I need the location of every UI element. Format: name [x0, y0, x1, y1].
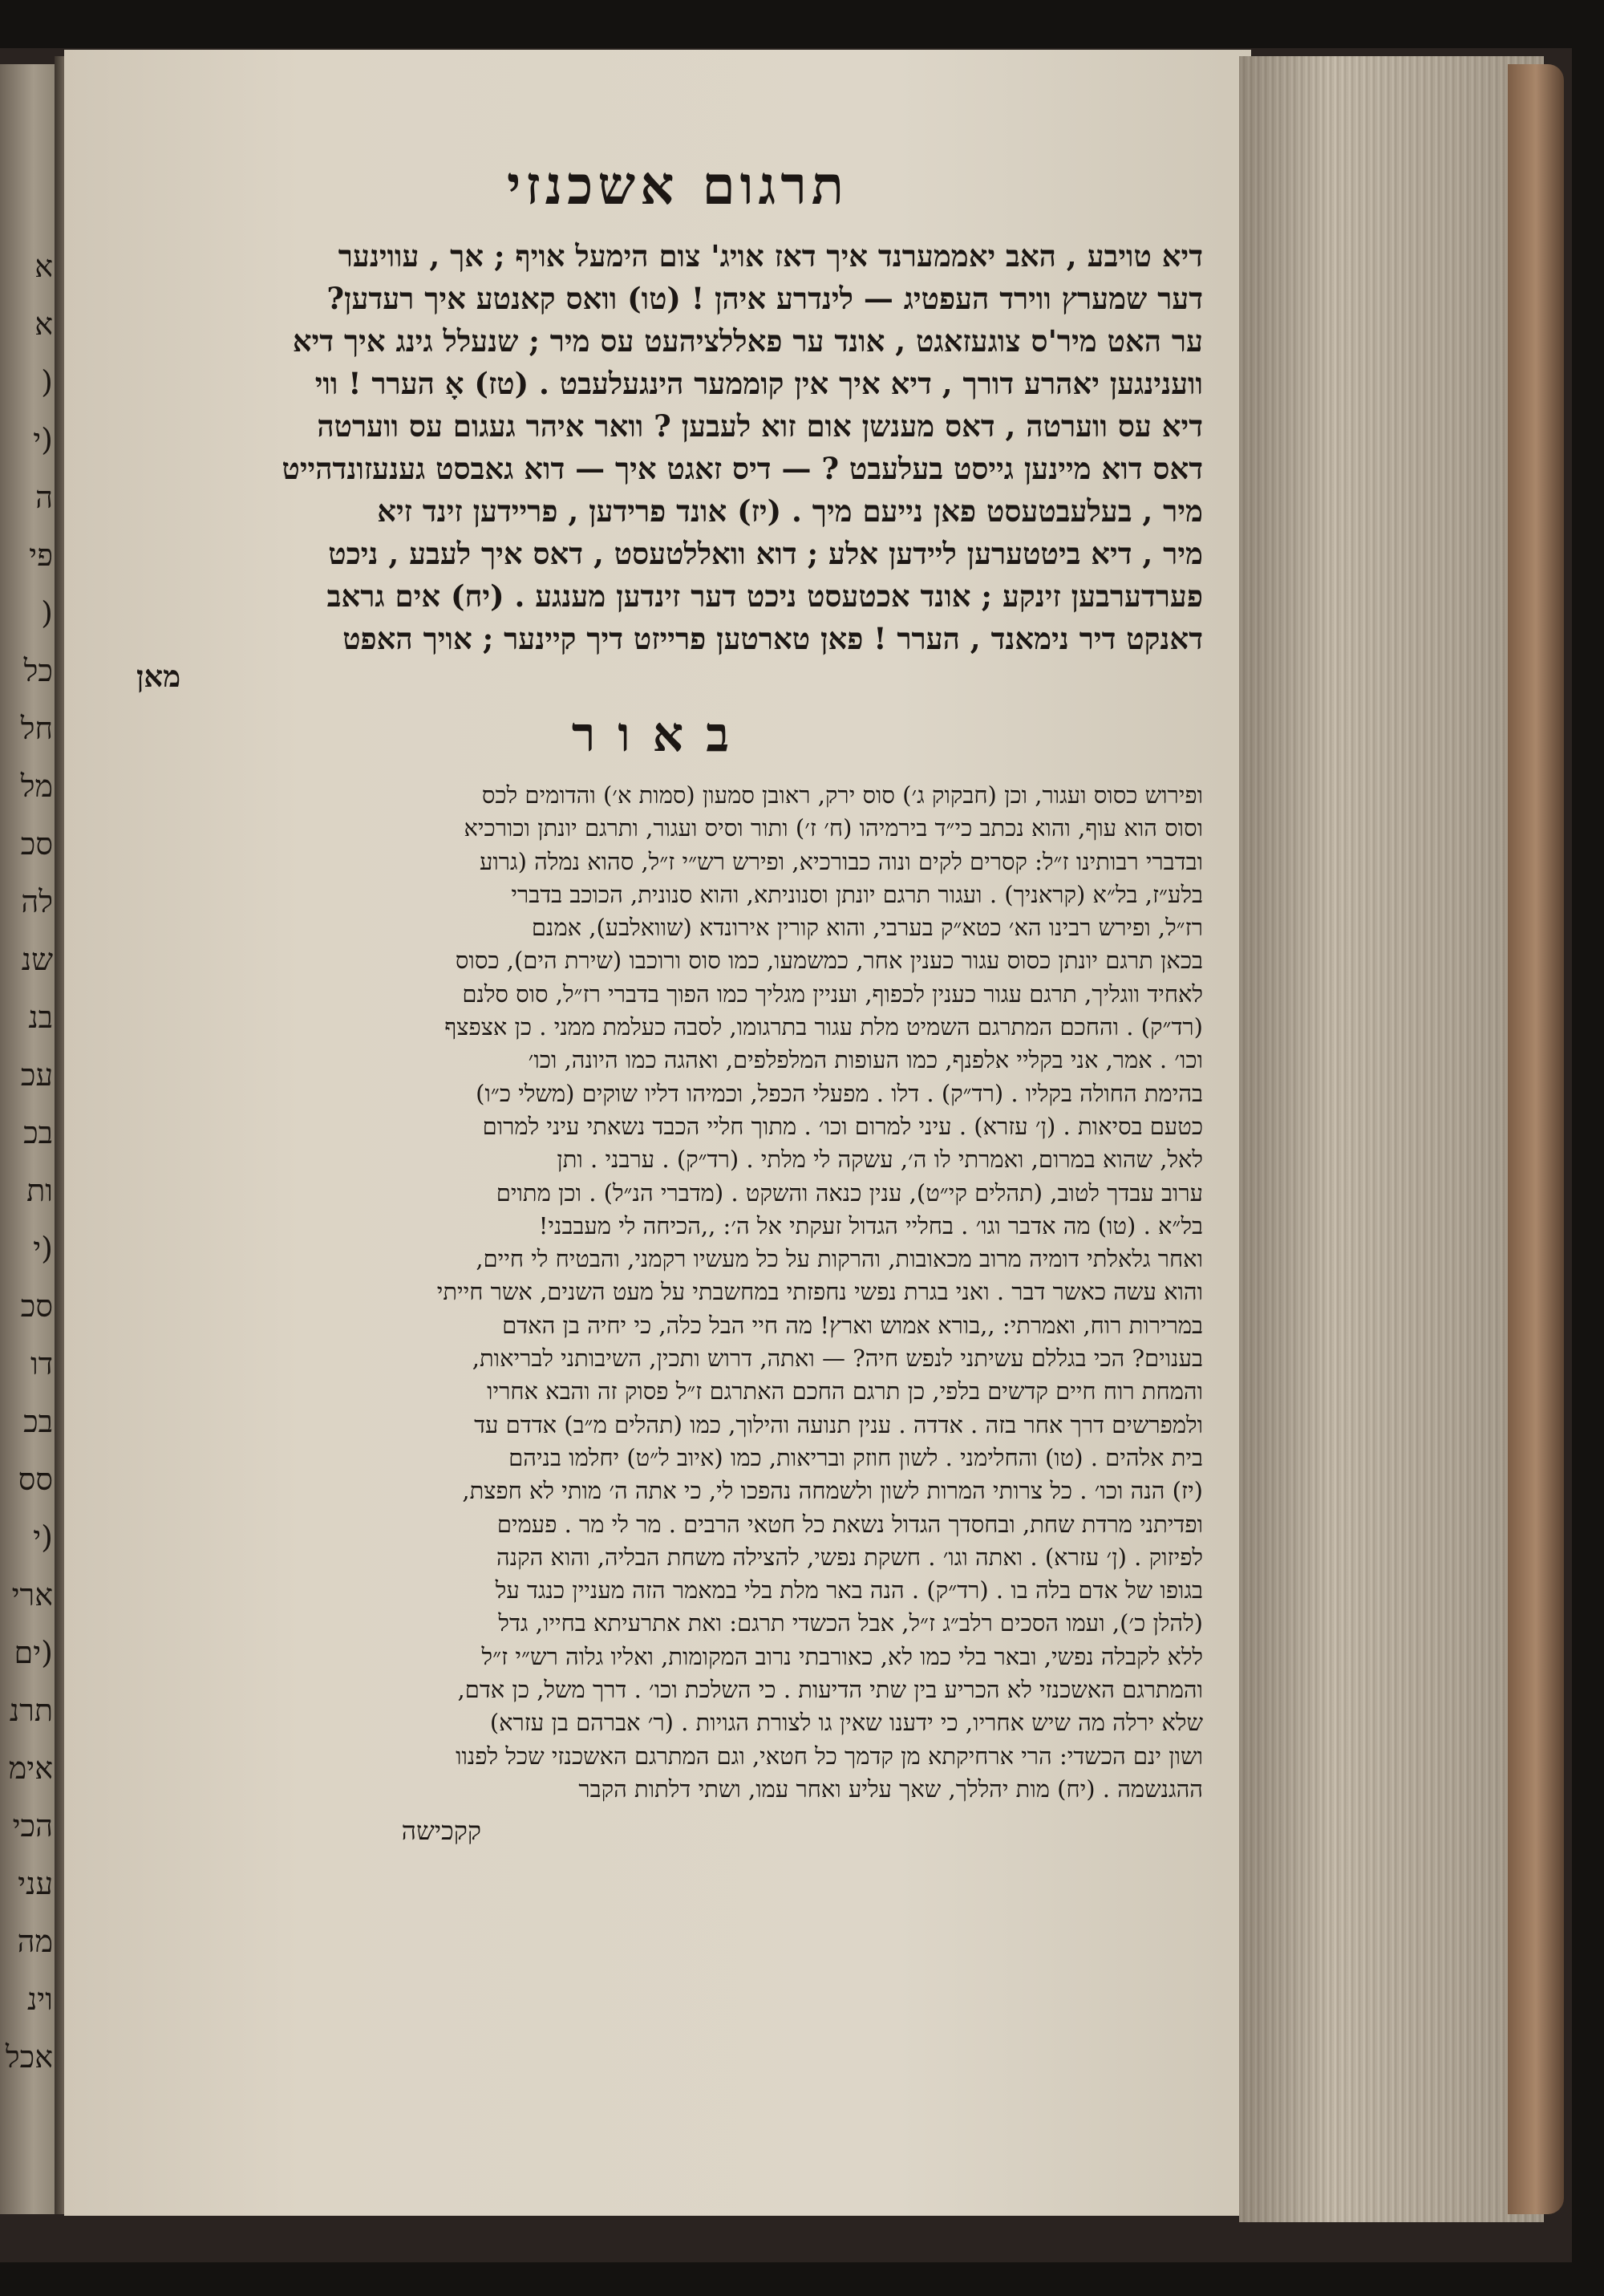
left-page-fragment: מל	[20, 769, 53, 804]
commentary-line: שלא ירלה מה שיש אחריו, כי ידענו שאין גו לצורת הגויות . (ר׳ אברהם בן עזרא)	[489, 1709, 1203, 1737]
left-page-fragment: (י	[33, 1519, 53, 1555]
commentary-line: ללא לקבלה נפשי, ובאר בלי כמו לא, כאורבתי נרוב המקומות, ואליו גלוה רש״י ז״ל	[481, 1642, 1203, 1670]
commentary-line: לאל, שהוא במרום, ואמרתי לו ה׳, עשקה לי מלתי . (רד״ק) . ערבני . ותן	[557, 1146, 1203, 1174]
commentary-line: בגופו של אדם בלה בו . (רד״ק) . הנה באר מלת בלי במאמר הזה מעניין כנגד על	[495, 1576, 1203, 1604]
commentary-line: ובדברי רבותינו ז״ל: קסרים לקים ונוה כבורכיא, ופירש רש״י ז״ל, סהוא נמלה (גרוע	[479, 847, 1203, 875]
commentary-line: בכאן תרגם יונתן כסוס עגור כענין אחר, כמשמעו, כמו סוס ורוכבו (שירת הים), כסוס	[455, 947, 1203, 975]
left-page-fragment: בכ	[23, 1404, 53, 1439]
translation-last-word: מאן	[136, 659, 181, 694]
left-page-fragment: (	[41, 595, 53, 631]
left-page-fragment: א	[34, 249, 53, 284]
commentary-block	[120, 779, 1203, 1806]
commentary-line: בהימת החולה בקליו . (רד״ק) . דלו . מפעלי הכפל, וכמיהו דליו שוקים (משלי כ״ו)	[476, 1079, 1203, 1107]
commentary-line: בלע״ז, בל״א (קראניך) . ועגור תרגם יונתן וסנוניתא, והוא סנונית, הכוכב בדברי	[511, 880, 1203, 908]
left-page-fragment: הכי	[12, 1808, 53, 1844]
left-page-fragment: (	[41, 364, 53, 400]
left-page-fragment: אכל	[5, 2039, 53, 2075]
commentary-line: (רד״ק) . והחכם המתרגם השמיט מלת עגור בתרגומו, לסבה כעלמת ממני . כן אצפצף	[444, 1013, 1203, 1041]
commentary-line: (יז) הנה וכו׳ . כל צרותי המרות לשון ולשמחה נהפכו לי, כי אתה ה׳ מותי לא חפצת,	[462, 1477, 1203, 1505]
left-page-fragment: כל	[23, 653, 53, 688]
left-page-fragment: ארי	[11, 1577, 53, 1612]
commentary-line: בית אלהים . (טו) והחלימני . לשון חוזק ובריאות, כמו (איוב ל״ט) יחלמו בניהם	[508, 1443, 1203, 1471]
left-page-fragment: פי	[29, 537, 53, 573]
translation-line: מיר , בעלעבטעסט פאן נייעם מיך . (יז) אונד פרידען , פריידען זינד זיא	[377, 493, 1203, 529]
left-page-fragment: ה	[35, 480, 53, 515]
left-page-fragment: אימ	[8, 1750, 53, 1786]
left-page-fragment: עכ	[20, 1057, 53, 1093]
translation-line: דיא טויבע , האב יאממערנד איך דאז אויג' צום הימעל אויף ; אך , עווינער	[338, 238, 1203, 274]
left-page-fragment: שנ	[21, 942, 53, 977]
commentary-line: וסוס הוא עוף, והוא נכתב כי״ד בירמיהו (ח׳ ז׳) ותור וסיס ועגור, ותרגם יונתן וכורכיא	[464, 814, 1203, 842]
translation-line: דיא עס ווערטה , דאס מענשן אום זוא לעבען ? וואר איהר געגום עס ווערטה	[317, 408, 1203, 444]
translation-line: דער שמערץ ווירד העפטיג — לינדרע איהן ! (טו) וואס קאנטע איך רעדען?	[326, 281, 1203, 316]
left-page-fragment: בנ	[28, 1000, 53, 1035]
commentary-line: (להלן כ׳), ועמו הסכים רלב״ג ז״ל, אבל הכשדי תרגם: ואת אתרעיתא בחייו, גדל	[498, 1609, 1203, 1637]
commentary-line: וכו׳ . אמר, אני בקליי אלפנף, כמו העופות המלפלפים, ואהגה כמו היונה, וכו׳	[528, 1046, 1203, 1074]
left-page-fragment: (ים	[14, 1635, 53, 1670]
left-page-fragment: לה	[21, 884, 53, 919]
left-page-fragment: סכ	[20, 1288, 53, 1324]
translation-block	[120, 235, 1203, 660]
left-page-edge	[0, 64, 56, 2214]
left-page-fragment: סכ	[20, 826, 53, 862]
commentary-line: לאחיד ווגליך, תרגם עגור כענין לכפוף, ועניין מגליך כמו הפוך בדברי רז״ל, סוס סלנם	[462, 980, 1203, 1008]
commentary-line: ערוב עבדך לטוב, (תהלים קי״ט), ענין כנאה והשקט . (מדברי הנ״ל) . וכן מתוים	[496, 1178, 1203, 1207]
commentary-line: בענוים? הכי בגללם עשיתני לנפש חיה? — ואתה, דרוש ותכין, השיבותני לבריאות,	[472, 1345, 1203, 1373]
commentary-line: ולמפרשים דרך אחר בזה . אדדה . ענין תנועה והילוך, כמו (תהלים מ״ב) אדדם עד	[474, 1410, 1203, 1438]
commentary-line: בל״א . (טו) מה אדבר וגו׳ . בחליי הגדול זעקתי אל ה׳: ,,הכיחה לי מעבבני!	[538, 1211, 1203, 1239]
left-page-fragment: חל	[20, 711, 53, 746]
left-page-fragment: (י	[33, 422, 53, 457]
left-page-fragment: סס	[18, 1462, 53, 1497]
left-page-fragment: תרנ	[9, 1693, 53, 1728]
catchword: קקכישה	[401, 1815, 481, 1847]
commentary-line: והמתרגם האשכנזי לא הכריע בין שתי הדיעות . כי השלכת וכו׳ . דרך משל, כן אדם,	[457, 1676, 1203, 1704]
commentary-heading: באור	[571, 707, 752, 763]
commentary-line: רז״ל, ופירש רבינו הא׳ כטא״ק בערבי, והוא קורין אירונדא (שוואלבע), אמנם	[531, 914, 1203, 942]
commentary-line: כטעם בסיאות . (ן׳ עזרא) . עיני למרום וכו׳ . מתוך חליי הכבד נשאתי עיני למרום	[482, 1112, 1203, 1140]
commentary-line: ההגנשמה . (יח) מות יהללך, שאך עליע ואחר עמו, ושתי דלתות הקבר	[578, 1775, 1203, 1803]
translation-line: מיר , דיא ביטטערען ליידען אלע ; דוא וואללטעסט , דאס איך לעבע , ניכט	[328, 536, 1203, 571]
left-page-fragment: (י	[33, 1231, 53, 1266]
translation-line: ער האט מיר'ס צוגעזאגט , אונד ער פאללציהעט עס מיר ; שנעלל גינג איך דיא	[292, 323, 1203, 359]
commentary-line: לפיזוק . (ן׳ עזרא) . ואתה וגו׳ . חשקת נפשי, להצילה משחת הבליה, והוא הקנה	[496, 1543, 1203, 1571]
left-page-fragment: עני	[18, 1866, 53, 1901]
commentary-line: והמחת רוח חיים קדשים בלפי, כן תרגם החכם האתרגם ז״ל פסוק זה והבא אחריו	[487, 1377, 1203, 1406]
commentary-line: ופדיתני מרדת שחת, ובחסדך הגדול נשאת כל חטאי הרבים . מר לי מר . פעמים	[496, 1510, 1203, 1538]
page-title: תרגום אשכנזי	[506, 154, 849, 217]
left-page-fragment: מה	[17, 1924, 53, 1959]
left-page-fragment: דו	[30, 1346, 53, 1381]
commentary-line: במרירות רוח, ואמרתי: ,,בורא אמוש וארץ! מה חיי הבל כלה, כי יחיה בן האדם	[502, 1311, 1203, 1339]
commentary-line: ופירוש כסוס ועגור, וכן (חבקוק ג׳) סוס ירק, ראובן סמעון (סמות א׳) והדומים לכס	[481, 781, 1203, 809]
translation-line: ווענינגען יאהרע דורך , דיא איך אין קוממער הינגעלעבט . (טז) אָ הערר ! ווי	[314, 366, 1203, 401]
book-cover-edge	[1508, 64, 1564, 2214]
translation-line: דאס דוא מיינען גייסט בעלעבט ? — דיס זאגט איך — דוא גאבסט גענעזונדהייט	[282, 451, 1203, 486]
left-page-fragment: וינ	[26, 1982, 53, 2017]
left-page-fragment: בכ	[23, 1115, 53, 1150]
page-edges	[1239, 56, 1544, 2222]
page-content	[120, 154, 1203, 1846]
right-page	[64, 50, 1251, 2216]
translation-line: פערדערבען זינקע ; אונד אכטעסט ניכט דער זינדען מענגע . (יח) אים גראב	[326, 578, 1203, 614]
commentary-line: והוא עשה כאשר דבר . ואני בגרת נפשי נחפזתי במחשבתי על מעט השנים, אשר חייתי	[436, 1278, 1203, 1306]
commentary-line: ושון ינם הכשדי: הרי ארחיקתא מן קדמך כל חטאי, וגם המתרגם האשכנזי שכל לפנוו	[456, 1742, 1203, 1770]
commentary-line: ואחר גלאלתי דומיה מרוב מכאובות, והרקות על כל מעשיו רקמני, והבטיח לי חיים,	[476, 1245, 1203, 1273]
left-page-fragment: א	[34, 306, 53, 342]
translation-line: דאנקט דיר נימאנד , הערר ! פאן טארטען פרייזט דיך קיינער ; אויך האפט	[342, 621, 1203, 656]
left-page-fragment: ות	[26, 1173, 53, 1208]
